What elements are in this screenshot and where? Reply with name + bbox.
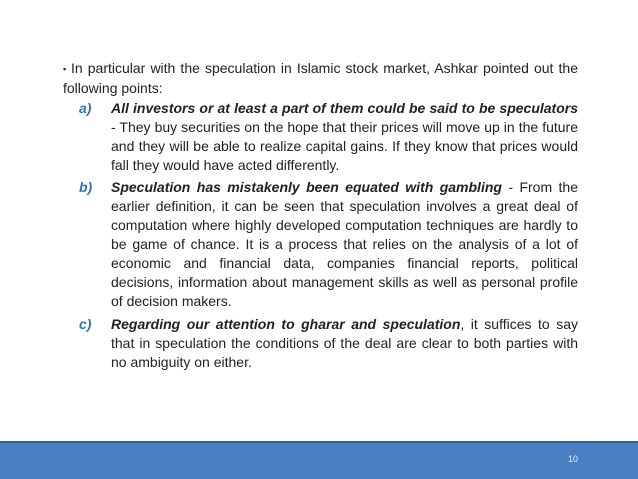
item-marker: c) bbox=[79, 315, 92, 332]
list-item bbox=[63, 315, 578, 372]
item-body: - From the earlier definition, it can be seen that speculation involves a great deal of computation where highly developed computation techniques are hardly to be game of chance. It is a process that relies on the analysis of a lot of economic and financial data, companies financial reports, political decisions, information about management skills as well as personal profile of decision makers. bbox=[111, 179, 578, 309]
list-item bbox=[63, 99, 578, 175]
item-body: - They buy securities on the hope that their prices will move up in the future and they will be able to realize capital gains. If they know that prices would fall they would have acted differently. bbox=[111, 118, 578, 173]
item-marker: b) bbox=[79, 179, 93, 196]
intro-text: In particular with the speculation in Islamic stock market, Ashkar pointed out the following points: bbox=[63, 60, 578, 96]
item-lead: Regarding our attention to gharar and speculation bbox=[111, 315, 461, 332]
item-body: , it suffices to say that in speculation the conditions of the deal are clear to both parties with no ambiguity on either. bbox=[111, 315, 578, 370]
intro-paragraph bbox=[63, 59, 578, 98]
footer-bar bbox=[0, 443, 638, 479]
page-number: 10 bbox=[567, 454, 578, 464]
item-lead: Speculation has mistakenly been equated with gambling bbox=[111, 179, 502, 196]
item-marker: a) bbox=[79, 99, 92, 116]
points-list bbox=[63, 99, 578, 372]
slide-content bbox=[63, 59, 578, 376]
list-item bbox=[63, 178, 578, 310]
square-bullet-icon: ▪ bbox=[63, 64, 67, 74]
item-lead: All investors or at least a part of them could be said to be speculators bbox=[111, 99, 578, 116]
